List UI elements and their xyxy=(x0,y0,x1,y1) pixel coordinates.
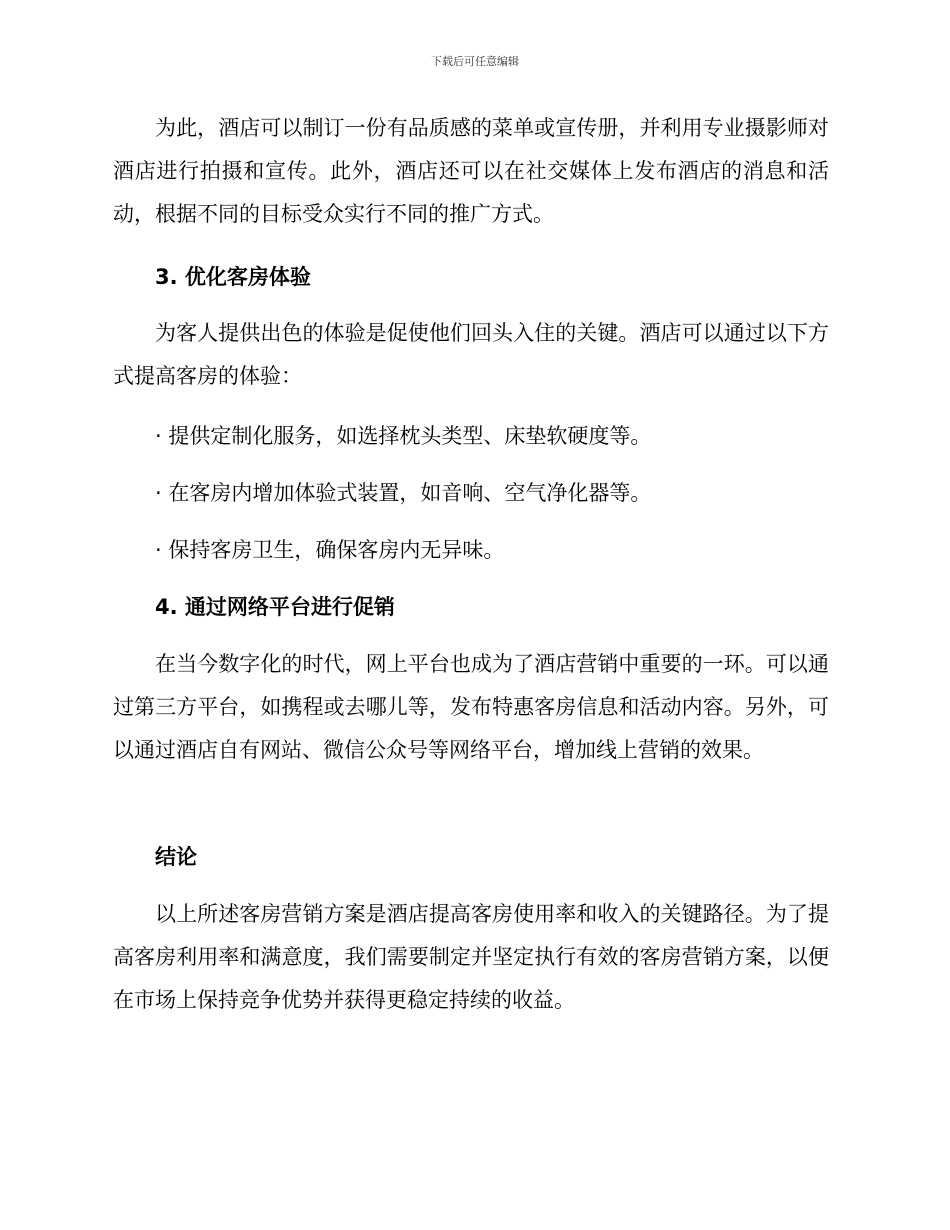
list-item: · 保持客房卫生，确保客房内无异味。 xyxy=(155,538,505,562)
list-item: · 提供定制化服务，如选择枕头类型、床垫软硬度等。 xyxy=(155,424,652,448)
list-item: · 在客房内增加体验式装置，如音响、空气净化器等。 xyxy=(155,481,652,505)
paragraph-room-experience: 为客人提供出色的体验是促使他们回头入住的关键。酒店可以通过以下方式提高客房的体验： xyxy=(113,321,829,388)
paragraph-online-promotion: 在当今数字化的时代，网上平台也成为了酒店营销中重要的一环。可以通过第三方平台，如携程或去哪儿等，发布特惠客房信息和活动内容。另外，可以通过酒店自有网站、微信公众号等网络平台，增加线上营销的效果。 xyxy=(113,652,829,762)
paragraph-conclusion: 以上所述客房营销方案是酒店提高客房使用率和收入的关键路径。为了提高客房利用率和满意度，我们需要制定并坚定执行有效的客房营销方案，以便在市场上保持竞争优势并获得更稳定持续的收益。 xyxy=(113,902,829,1012)
page-header: 下载后可任意编辑 xyxy=(431,55,519,68)
section-heading-3: 3. 优化客房体验 xyxy=(155,265,311,289)
section-heading-conclusion: 结论 xyxy=(155,845,197,869)
section-heading-4: 4. 通过网络平台进行促销 xyxy=(155,595,395,619)
paragraph-promotion: 为此，酒店可以制订一份有品质感的菜单或宣传册，并利用专业摄影师对酒店进行拍摄和宣传。此外，酒店还可以在社交媒体上发布酒店的消息和活动，根据不同的目标受众实行不同的推广方式。 xyxy=(113,116,829,226)
